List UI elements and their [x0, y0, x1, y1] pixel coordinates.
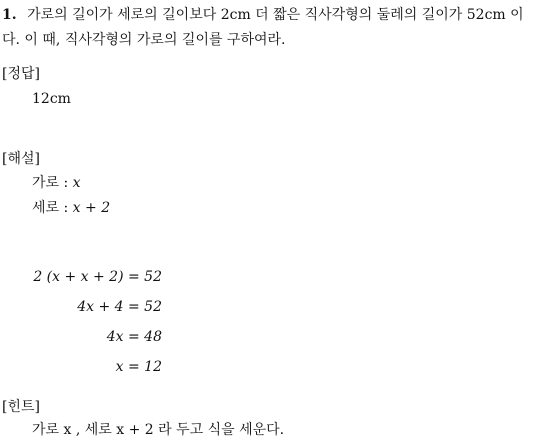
answer-value: 12cm	[32, 91, 71, 107]
problem-statement	[2, 3, 530, 53]
equation-block	[0, 262, 162, 382]
solution-section	[2, 149, 110, 219]
answer-label: [정답]	[2, 66, 40, 82]
equation-3: 4x = 48	[106, 329, 162, 345]
hint-section	[2, 397, 284, 443]
solution-label: [해설]	[2, 151, 40, 167]
width-prefix: 가로 :	[32, 175, 73, 191]
answer-section	[2, 64, 71, 114]
height-prefix: 세로 :	[32, 200, 73, 216]
hint-label: [힌트]	[2, 399, 40, 415]
width-expr: x	[72, 175, 81, 191]
height-expr: x + 2	[72, 200, 111, 216]
solution-width-line	[2, 169, 110, 197]
equation-2: 4x + 4 = 52	[77, 299, 162, 315]
hint-text: 가로 x , 세로 x + 2 라 두고 식을 세운다.	[32, 422, 285, 438]
problem-text: 가로의 길이가 세로의 길이보다 2cm 더 짧은 직사각형의 둘레의 길이가 52cm 이다. 이 때, 직사각형의 가로의 길이를 구하여라.	[2, 7, 524, 48]
problem-number: 1.	[2, 7, 17, 23]
equation-4: x = 12	[115, 359, 162, 375]
solution-height-line	[2, 197, 110, 219]
equation-1: 2 (x + x + 2) = 52	[33, 269, 162, 285]
